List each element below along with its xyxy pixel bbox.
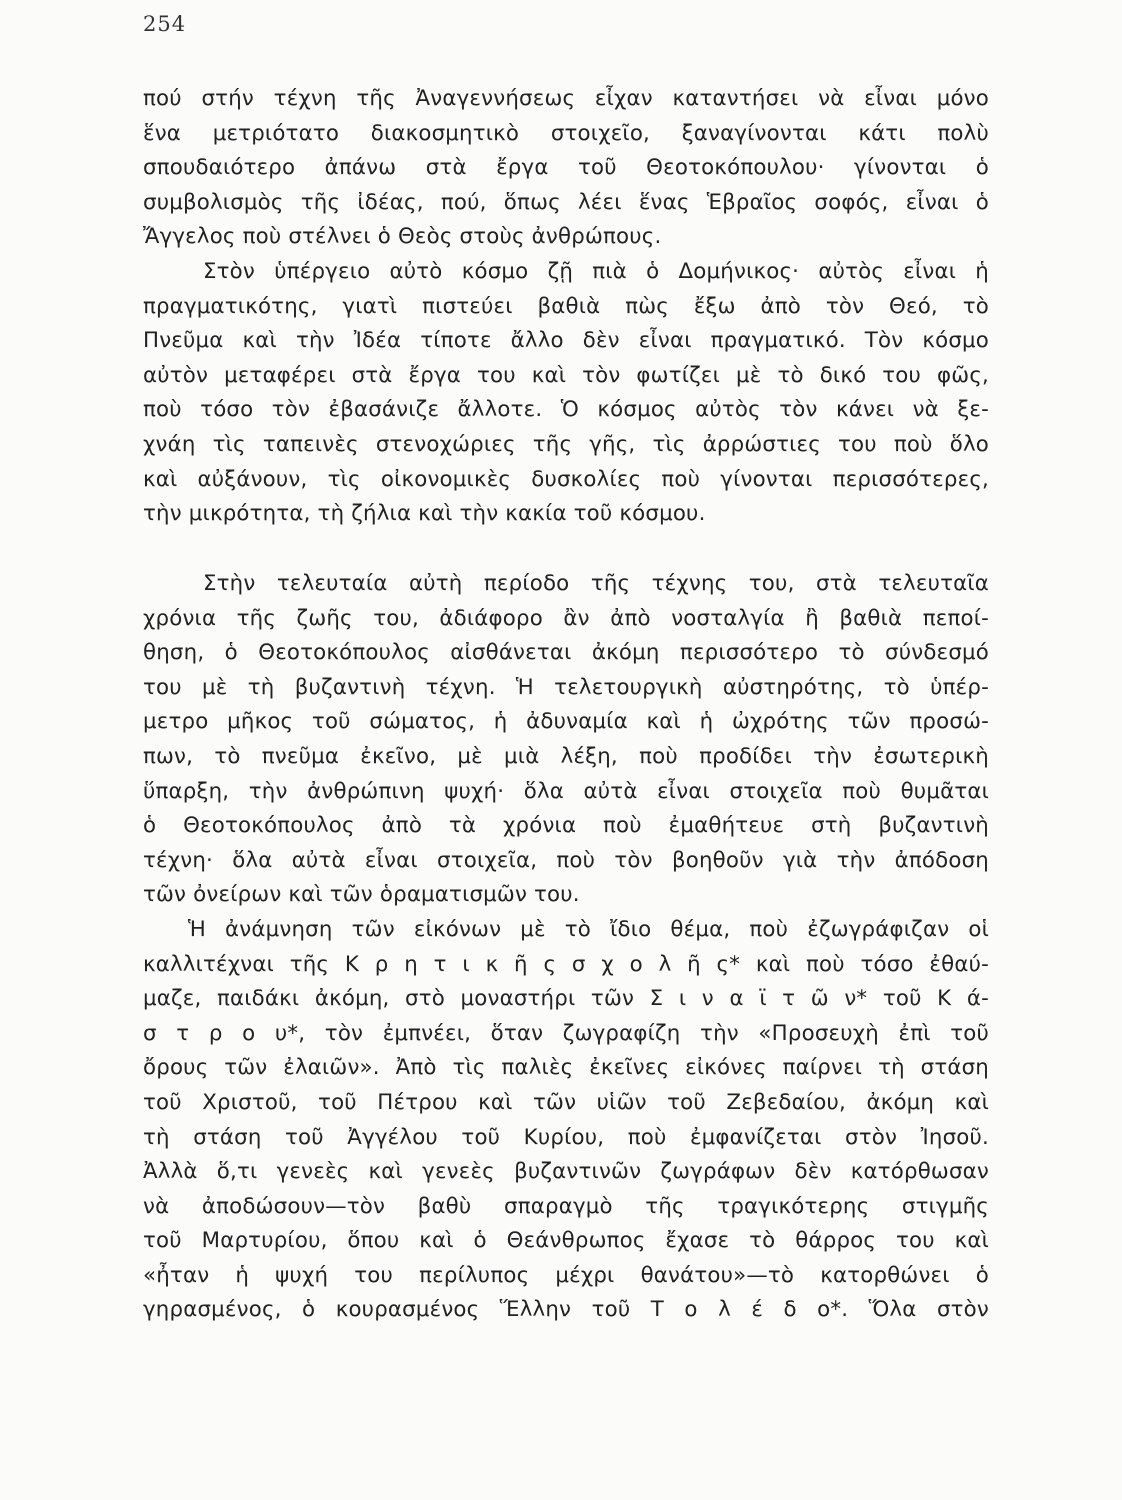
text-line: μαζε, παιδάκι ἀκόμη, στὸ μοναστήρι τῶν Σ ι ν α ϊ τ ῶ ν* τοῦ Κ ά- bbox=[143, 986, 989, 1012]
text-line: γηρασμένος, ὁ κουρασμένος Ἕλλην τοῦ Τ ο λ έ δ ο*. Ὅλα στὸν bbox=[143, 1297, 989, 1323]
paragraph-2 bbox=[143, 567, 989, 1328]
text-line: τοῦ Χριστοῦ, τοῦ Πέτρου καὶ τῶν υἱῶν τοῦ Ζεβεδαίου, ἀκόμη καὶ bbox=[143, 1089, 989, 1115]
text-line: τῶν ὀνείρων καὶ τῶν ὁραματισμῶν του. bbox=[143, 882, 580, 908]
text-line: καλλιτέχναι τῆς Κ ρ η τ ι κ ῆ ς σ χ ο λ ῆ ς* καὶ ποὺ τόσο ἐθαύ- bbox=[143, 951, 989, 977]
text-line: Ἄγγελος ποὺ στέλνει ὁ Θεὸς στοὺς ἀνθρώπους. bbox=[143, 224, 662, 250]
text-line: πού στήν τέχνη τῆς Ἀναγεννήσεως εἶχαν καταντήσει νὰ εἶναι μόνο bbox=[143, 86, 989, 111]
text-line: συμβολισμὸς τῆς ἰδέας, πού, ὅπως λέει ἕνας Ἑβραῖος σοφός, εἶναι ὁ bbox=[143, 189, 989, 215]
text-line: πων, τὸ πνεῦμα ἐκεῖνο, μὲ μιὰ λέξη, ποὺ προδίδει τὴν ἐσωτερικὴ bbox=[143, 743, 989, 769]
text-line: τὴν μικρότητα, τὴ ζήλια καὶ τὴν κακία τοῦ κόσμου. bbox=[143, 501, 706, 527]
text-line: θηση, ὁ Θεοτοκόπουλος αἰσθάνεται ἀκόμη περισσότερο τὸ σύνδεσμό bbox=[143, 640, 989, 666]
text-line: τὴ στάση τοῦ Ἀγγέλου τοῦ Κυρίου, ποὺ ἐμφανίζεται στὸν Ἰησοῦ. bbox=[143, 1124, 989, 1150]
text-line: σ τ ρ ο υ*, τὸν ἐμπνέει, ὅταν ζωγραφίζη τὴν «Προσευχὴ ἐπὶ τοῦ bbox=[143, 1020, 989, 1046]
text-line: ἕνα μετριότατο διακοσμητικὸ στοιχεῖο, ξαναγίνονται κάτι πολὺ bbox=[143, 120, 989, 146]
text-line: καὶ αὐξάνουν, τὶς οἰκονομικὲς δυσκολίες ποὺ γίνονται περισσότερες, bbox=[143, 466, 989, 492]
text-line: ὄρους τῶν ἐλαιῶν». Ἀπὸ τὶς παλιὲς ἐκεῖνες εἰκόνες παίρνει τὴ στάση bbox=[143, 1055, 989, 1081]
text-line: Στὴν τελευταία αὐτὴ περίοδο τῆς τέχνης του, στὰ τελευταῖα bbox=[203, 571, 989, 596]
text-line: χρόνια τῆς ζωῆς του, ἀδιάφορο ἂν ἀπὸ νοσταλγία ἢ βαθιὰ πεποί- bbox=[143, 605, 989, 631]
text-line: ὁ Θεοτοκόπουλος ἀπὸ τὰ χρόνια ποὺ ἐμαθήτευε στὴ βυζαντινὴ bbox=[143, 813, 989, 839]
text-line: «ἦταν ἡ ψυχή του περίλυπος μέχρι θανάτου»—τὸ κατορθώνει ὁ bbox=[143, 1262, 989, 1288]
text-line: Ἀλλὰ ὅ,τι γενεὲς καὶ γενεὲς βυζαντινῶν ζωγράφων δὲν κατόρθωσαν bbox=[143, 1159, 989, 1185]
text-line: ὕπαρξη, τὴν ἀνθρώπινη ψυχή· ὅλα αὐτὰ εἶναι στοιχεῖα ποὺ θυμᾶται bbox=[143, 778, 989, 804]
text-line: αὐτὸν μεταφέρει στὰ ἔργα του καὶ τὸν φωτίζει μὲ τὸ δικό του φῶς, bbox=[143, 362, 989, 388]
page-number: 254 bbox=[143, 12, 187, 36]
text-line: σπουδαιότερο ἀπάνω στὰ ἔργα τοῦ Θεοτοκόπουλου· γίνονται ὁ bbox=[143, 155, 989, 181]
text-line: του μὲ τὴ βυζαντινὴ τέχνη. Ἡ τελετουργικὴ αὐστηρότης, τὸ ὑπέρ- bbox=[143, 674, 989, 700]
text-line: πραγματικότης, γιατὶ πιστεύει βαθιὰ πὼς ἔξω ἀπὸ τὸν Θεό, τὸ bbox=[143, 293, 989, 319]
text-line: τοῦ Μαρτυρίου, ὅπου καὶ ὁ Θεάνθρωπος ἔχασε τὸ θάρρος του καὶ bbox=[143, 1228, 989, 1254]
text-line: ποὺ τόσο τὸν ἐβασάνιζε ἄλλοτε. Ὁ κόσμος αὐτὸς τὸν κάνει νὰ ξε- bbox=[143, 397, 989, 423]
text-line: χνάη τὶς ταπεινὲς στενοχώριες τῆς γῆς, τὶς ἀρρώστιες του ποὺ ὅλο bbox=[143, 431, 989, 457]
text-line: νὰ ἀποδώσουν—τὸν βαθὺ σπαραγμὸ τῆς τραγικότερης στιγμῆς bbox=[143, 1193, 989, 1219]
text-line: Στὸν ὑπέργειο αὐτὸ κόσμο ζῇ πιὰ ὁ Δομήνικος· αὐτὸς εἶναι ἡ bbox=[203, 258, 989, 284]
text-line: μετρο μῆκος τοῦ σώματος, ἡ ἀδυναμία καὶ ἡ ὠχρότης τῶν προσώ- bbox=[143, 709, 989, 735]
text-line: Ἡ ἀνάμνηση τῶν εἰκόνων μὲ τὸ ἴδιο θέμα, ποὺ ἐζωγράφιζαν οἱ bbox=[188, 916, 989, 942]
paragraph-1 bbox=[143, 82, 989, 532]
text-line: τέχνη· ὅλα αὐτὰ εἶναι στοιχεῖα, ποὺ τὸν βοηθοῦν γιὰ τὴν ἀπόδοση bbox=[143, 847, 989, 873]
text-line: Πνεῦμα καὶ τὴν Ἰδέα τίποτε ἄλλο δὲν εἶναι πραγματικό. Τὸν κόσμο bbox=[143, 328, 989, 354]
